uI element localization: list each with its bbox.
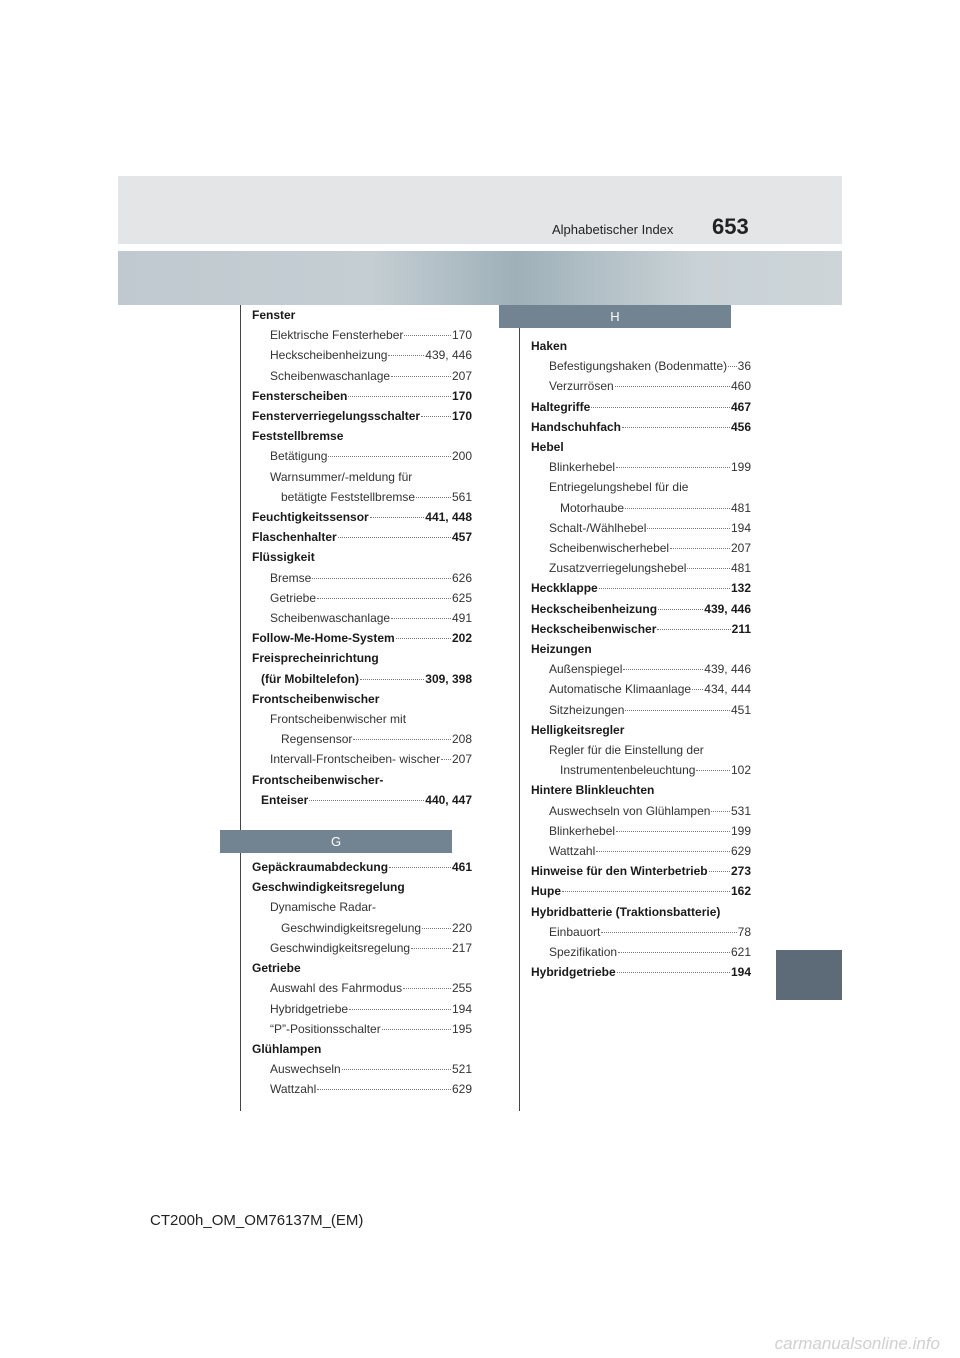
index-entry-page: 481 (730, 561, 751, 576)
index-entry-page: 629 (451, 1082, 472, 1097)
index-list-f (241, 305, 472, 810)
dot-leader (404, 335, 451, 336)
index-entry-term: Geschwindigkeitsregelung (281, 920, 422, 935)
index-entry (531, 356, 751, 376)
index-entry-term: Auswechseln (270, 1062, 341, 1077)
dot-leader (692, 689, 703, 690)
dot-leader (623, 669, 703, 670)
dot-leader (309, 800, 424, 801)
index-entry (531, 518, 751, 538)
index-entry-page: 162 (730, 884, 751, 899)
index-entry (531, 397, 751, 417)
index-entry (531, 760, 751, 780)
dot-leader (421, 416, 451, 417)
index-entry (252, 689, 472, 709)
index-entry (252, 978, 472, 998)
index-entry-page: 208 (451, 732, 472, 747)
index-entry (252, 467, 472, 487)
index-entry (531, 821, 751, 841)
index-entry-term: Freisprecheinrichtung (252, 651, 379, 666)
index-entry-term: Frontscheibenwischer mit (270, 712, 407, 727)
index-entry (252, 527, 472, 547)
dot-leader (391, 618, 451, 619)
index-entry (531, 861, 751, 881)
dot-leader (625, 710, 730, 711)
index-entry-page: 625 (451, 590, 472, 605)
index-entry (252, 366, 472, 386)
dot-leader (657, 629, 730, 630)
index-entry-term: Fenster (252, 308, 296, 322)
index-entry-page: 434, 444 (704, 682, 751, 697)
index-entry-term: Feststellbremse (252, 429, 344, 444)
index-entry (252, 938, 472, 958)
dot-leader (328, 456, 451, 457)
dot-leader (601, 932, 736, 933)
index-entry-term: Heckscheibenwischer (531, 621, 657, 636)
index-column-left (240, 305, 473, 1111)
index-entry (531, 578, 751, 598)
index-entry (531, 538, 751, 558)
index-entry-term: Frontscheibenwischer- (252, 772, 384, 787)
dot-leader (658, 609, 703, 610)
letter-header-h: H (499, 305, 731, 328)
index-entry-term: Einbauort (549, 924, 601, 939)
index-entry-term: Außenspiegel (549, 662, 623, 677)
index-entry-term: Heckklappe (531, 581, 598, 596)
index-entry (531, 558, 751, 578)
index-entry-term: Schalt-/Wählhebel (549, 520, 647, 535)
index-entry (252, 999, 472, 1019)
index-entry (531, 922, 751, 942)
index-entry-term: Verzurrösen (549, 379, 614, 394)
index-entry-term: Heizungen (531, 642, 592, 657)
index-entry-term: Wattzahl (549, 844, 596, 859)
index-entry-page: 451 (730, 702, 751, 717)
index-entry (252, 958, 472, 978)
index-entry-page: 220 (451, 920, 472, 935)
index-entry (252, 406, 472, 426)
index-entry (252, 709, 472, 729)
index-entry-page: 217 (451, 940, 472, 955)
index-entry-term: Blinkerhebel (549, 823, 616, 838)
index-entry-term: Sitzheizungen (549, 702, 625, 717)
index-entry-page: 621 (730, 945, 751, 960)
index-entry (531, 599, 751, 619)
index-entry-term: Heckscheibenheizung (270, 348, 388, 363)
index-entry-page: 626 (451, 570, 472, 585)
index-entry (252, 487, 472, 507)
index-entry-page: 457 (451, 530, 472, 545)
index-entry (531, 639, 751, 659)
index-entry-term: Automatische Klimaanlage (549, 682, 692, 697)
index-entry-term: Follow-Me-Home-System (252, 631, 395, 646)
index-entry-term: Haken (531, 339, 568, 353)
index-entry (531, 700, 751, 720)
index-column-right (519, 305, 752, 1111)
index-entry-page: 194 (730, 965, 751, 980)
dot-leader (388, 355, 424, 356)
index-entry (252, 877, 472, 897)
index-entry-term: Hintere Blinkleuchten (531, 783, 655, 798)
index-entry-page: 491 (451, 611, 472, 626)
index-entry (531, 477, 751, 497)
index-entry-page: 629 (730, 844, 751, 859)
index-entry (252, 325, 472, 345)
dot-leader (370, 517, 425, 518)
index-entry (252, 628, 472, 648)
dot-leader (422, 928, 451, 929)
index-entry-page: 170 (451, 388, 472, 403)
document-code: CT200h_OM_OM76137M_(EM) (150, 1212, 364, 1229)
index-entry (252, 1039, 472, 1059)
dot-leader (670, 548, 730, 549)
dot-leader (391, 376, 451, 377)
dot-leader (403, 988, 451, 989)
index-entry-term: Regensensor (281, 732, 353, 747)
index-entry-page: 461 (451, 860, 472, 875)
index-entry-term: Entriegelungshebel für die (549, 480, 689, 495)
index-entry-term: Hinweise für den Winterbetrieb (531, 864, 708, 879)
index-entry-term: Gepäckraumabdeckung (252, 860, 389, 875)
index-entry-term: Scheibenwaschanlage (270, 368, 391, 383)
index-entry (252, 507, 472, 527)
index-entry (252, 547, 472, 567)
dot-leader (617, 972, 730, 973)
dot-leader (709, 871, 730, 872)
index-entry (531, 780, 751, 800)
index-entry-term: Instrumentenbeleuchtung (560, 763, 696, 778)
index-entry-page: 467 (730, 399, 751, 414)
dot-leader (342, 1069, 451, 1070)
index-entry-term: Intervall-Frontscheiben- wischer (270, 752, 441, 767)
index-entry (531, 720, 751, 740)
index-list-g (241, 857, 472, 1099)
index-entry-page: 439, 446 (425, 348, 472, 363)
index-entry-page: 194 (451, 1001, 472, 1016)
index-entry-term: Wattzahl (270, 1082, 317, 1097)
dot-leader (711, 811, 730, 812)
index-entry-page: 195 (451, 1021, 472, 1036)
index-entry-term: Befestigungshaken (Bodenmatte) (549, 359, 728, 374)
index-entry-page: 309, 398 (425, 671, 472, 686)
index-entry (531, 659, 751, 679)
dot-leader (615, 386, 730, 387)
dot-leader (317, 1089, 451, 1090)
letter-header-g: G (220, 830, 452, 853)
index-entry-page: 170 (451, 409, 472, 424)
index-entry-page: 200 (451, 449, 472, 464)
index-entry-term: Geschwindigkeitsregelung (252, 880, 405, 895)
index-entry (252, 1019, 472, 1039)
index-entry-term: Getriebe (270, 590, 317, 605)
index-entry-page: 207 (730, 541, 751, 556)
index-entry-page: 207 (451, 368, 472, 383)
index-entry-page: 441, 448 (425, 510, 472, 525)
index-entry (252, 305, 472, 325)
index-entry-term: Flaschenhalter (252, 530, 337, 545)
index-entry-term: Zusatzverriegelungshebel (549, 561, 687, 576)
dot-leader (396, 638, 451, 639)
index-entry-page: 78 (737, 924, 751, 939)
index-entry-term: Helligkeitsregler (531, 722, 625, 737)
index-entry (531, 376, 751, 396)
index-entry-page: 194 (730, 520, 751, 535)
index-entry-term: Geschwindigkeitsregelung (270, 940, 411, 955)
index-entry-term: Feuchtigkeitssensor (252, 510, 369, 525)
dot-leader (360, 679, 424, 680)
index-entry-term: (für Mobiltelefon) (261, 671, 359, 686)
index-entry (252, 857, 472, 877)
chapter-side-tab (776, 950, 842, 1000)
index-entry-term: Hebel (531, 440, 564, 455)
dot-leader (696, 770, 730, 771)
index-entry (252, 770, 472, 790)
index-entry-term: Auswechseln von Glühlampen (549, 803, 711, 818)
index-entry-term: Haltegriffe (531, 399, 591, 414)
section-title: Alphabetischer Index (552, 222, 674, 237)
index-entry-term: Scheibenwaschanlage (270, 611, 391, 626)
dot-leader (353, 739, 451, 740)
dot-leader (625, 508, 730, 509)
index-entry (531, 740, 751, 760)
index-entry-term: Hybridbatterie (Traktionsbatterie) (531, 904, 721, 919)
index-entry-term: Scheibenwischerhebel (549, 541, 670, 556)
index-entry-term: Dynamische Radar- (270, 900, 377, 915)
index-entry (252, 897, 472, 917)
index-entry (252, 648, 472, 668)
index-entry-page: 481 (730, 500, 751, 515)
index-entry (531, 417, 751, 437)
index-entry (252, 588, 472, 608)
index-entry-term: Bremse (270, 570, 312, 585)
index-entry-term: Elektrische Fensterheber (270, 328, 404, 343)
index-entry (531, 336, 751, 356)
dot-leader (349, 1009, 451, 1010)
index-entry-term: Hybridgetriebe (270, 1001, 349, 1016)
index-entry-term: Handschuhfach (531, 419, 622, 434)
index-entry (531, 841, 751, 861)
index-entry-page: 199 (730, 460, 751, 475)
index-entry-page: 170 (451, 328, 472, 343)
index-entry-term: Motorhaube (560, 500, 625, 515)
index-entry-page: 521 (451, 1062, 472, 1077)
index-entry (531, 801, 751, 821)
index-entry-page: 439, 446 (704, 662, 751, 677)
index-entry (252, 345, 472, 365)
dot-leader (348, 396, 451, 397)
index-entry-page: 211 (731, 621, 751, 636)
header-gradient-band (118, 251, 842, 305)
index-entry (531, 881, 751, 901)
index-entry-page: 102 (730, 763, 751, 778)
index-entry (252, 1079, 472, 1099)
index-entry-page: 207 (451, 752, 472, 767)
dot-leader (616, 831, 730, 832)
dot-leader (317, 598, 451, 599)
index-entry (531, 942, 751, 962)
index-entry (531, 902, 751, 922)
dot-leader (616, 467, 730, 468)
index-entry (252, 749, 472, 769)
index-entry-page: 531 (730, 803, 751, 818)
dot-leader (312, 578, 451, 579)
index-entry-term: Heckscheibenheizung (531, 601, 658, 616)
index-entry (252, 568, 472, 588)
index-entry (252, 790, 472, 810)
dot-leader (728, 366, 737, 367)
dot-leader (618, 952, 730, 953)
index-entry-term: Betätigung (270, 449, 328, 464)
index-entry (252, 1059, 472, 1079)
index-entry (531, 498, 751, 518)
index-entry-page: 202 (451, 631, 472, 646)
index-entry (252, 918, 472, 938)
index-entry-term: Auswahl des Fahrmodus (270, 981, 403, 996)
dot-leader (389, 867, 451, 868)
dot-leader (338, 537, 451, 538)
index-entry-term: Spezifikation (549, 945, 618, 960)
dot-leader (599, 588, 730, 589)
index-entry (252, 446, 472, 466)
dot-leader (416, 497, 451, 498)
index-entry-page: 36 (737, 359, 751, 374)
index-entry-term: Regler für die Einstellung der (549, 743, 704, 758)
dot-leader (411, 948, 451, 949)
dot-leader (596, 851, 730, 852)
index-entry-term: Blinkerhebel (549, 460, 616, 475)
index-entry-term: Fensterscheiben (252, 388, 348, 403)
index-entry-page: 255 (451, 981, 472, 996)
dot-leader (647, 528, 730, 529)
dot-leader (687, 568, 730, 569)
index-entry-term: “P”-Positionsschalter (270, 1021, 381, 1036)
index-entry (252, 608, 472, 628)
index-entry-page: 456 (730, 419, 751, 434)
index-entry-page: 273 (730, 864, 751, 879)
index-entry-page: 440, 447 (425, 792, 472, 807)
index-entry (531, 457, 751, 477)
index-entry-term: Glühlampen (252, 1041, 322, 1056)
index-entry-page: 439, 446 (704, 601, 751, 616)
index-entry-term: betätigte Feststellbremse (281, 489, 416, 504)
index-entry-page: 199 (730, 823, 751, 838)
index-entry-term: Getriebe (252, 961, 301, 976)
dot-leader (382, 1029, 451, 1030)
dot-leader (441, 759, 451, 760)
index-entry-term: Hybridgetriebe (531, 965, 616, 980)
index-entry (252, 669, 472, 689)
index-entry (252, 386, 472, 406)
index-entry (252, 426, 472, 446)
index-entry-page: 460 (730, 379, 751, 394)
index-entry-term: Flüssigkeit (252, 550, 315, 565)
index-entry (531, 962, 751, 982)
index-entry (252, 729, 472, 749)
index-entry-page: 132 (730, 581, 751, 596)
index-entry (531, 619, 751, 639)
page-number: 653 (712, 214, 749, 239)
index-entry-term: Frontscheibenwischer (252, 691, 380, 706)
index-entry (531, 437, 751, 457)
index-entry-term: Warnsummer/-meldung für (270, 469, 413, 484)
dot-leader (591, 407, 730, 408)
index-entry-page: 561 (451, 489, 472, 504)
index-list-h (520, 336, 751, 983)
index-entry-term: Hupe (531, 884, 561, 899)
index-entry (531, 679, 751, 699)
index-entry-term: Fensterverriegelungsschalter (252, 409, 421, 424)
index-entry-term: Enteiser (261, 792, 309, 807)
dot-leader (622, 427, 730, 428)
dot-leader (562, 891, 730, 892)
watermark: carmanualsonline.info (774, 1334, 940, 1353)
